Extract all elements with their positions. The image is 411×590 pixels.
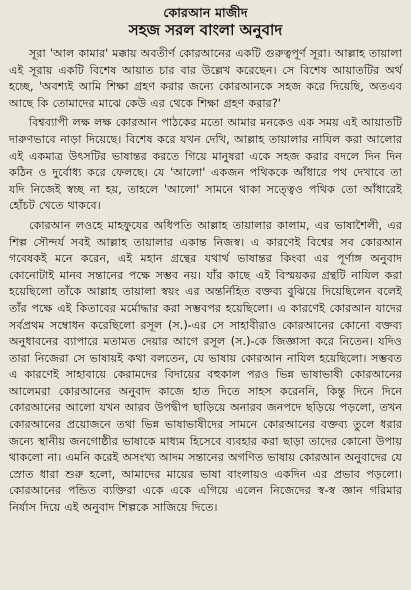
paragraph-2: বিশ্বব্যাপী লক্ষ লক্ষ কোরআন পাঠকের মতো আমার মনকেও এক সময় এই আয়াতটি দারুণভাবে নাড়া দিয়েছে। বিশেষ করে যখন দেখি, আল্লাহ তায়ালার নাযিল করা আলোর এই একমাত্র উৎসটির ভাষান্তর করতে গিয়ে মানুষরা একে সহজ করার বদলে দিন দিন কঠিন ও দুর্বোধ্য করে ফেলছে। যে 'আলো' একজন পথিককে আঁধারে পথ দেখাবে তা যদি নিজেই স্বচ্ছ না হয়, তাহলে 'আলো' সামনে থাকা সত্ত্বেও পথিক তো আঁধারেই হোঁচট খেতে থাকবে। xyxy=(9,116,402,213)
document-subtitle: কোরআন মাজীদ xyxy=(163,5,248,20)
document-title: সহজ সরল বাংলা অনুবাদ xyxy=(128,21,283,39)
paragraph-1: সূরা 'আল কামার' মক্কায় অবতীর্ণ কোরআনের একটি গুরুত্বপূর্ণ সূরা। আল্লাহ তায়ালা এই সূরায় একটি বিশেষ আয়াত চার বার উল্লেখ করেছেন। সে বিশেষ আয়াতটির অর্থ হচ্ছে, 'অবশ্যই আমি শিক্ষা গ্রহণ করার জন্যে কোরআনকে সহজ করে দিয়েছি, অতএব আছে কি তোমাদের মাঝে কেউ এর থেকে শিক্ষা গ্রহণ করার?' xyxy=(9,47,402,110)
document-body xyxy=(9,46,402,517)
document-header xyxy=(9,5,402,40)
paragraph-3: কোরআন লওহে মাহফুযের অধিপতি আল্লাহ তায়ালার কালাম, এর ভাষাশৈলী, এর শিল্প সৌন্দর্য সবই আল্লাহ তায়ালার একান্ত নিজস্ব। এ কারণেই বিশ্বের সব কোরআন গবেষকই মনে করেন, এই মহান গ্রন্থের যথার্থ ভাষান্তর কিংবা এর পূর্ণাঙ্গ অনুবাদ কোনোটাই মানব সন্তানের পক্ষে সম্ভব নয়। যাঁর কাছে এই বিস্ময়কর গ্রন্থটি নাযিল করা হয়েছিলো তাঁকে আল্লাহ তায়ালা স্বয়ং এর অন্তর্নিহিত বক্তব্য বুঝিয়ে দিয়েছিলেন বলেই তাঁর পক্ষে এই কিতাবের মর্মোদ্ধার করা সম্ভবপর হয়েছিলো। এ কারণেই কোরআন যাদের সর্বপ্রথম সম্বোধন করেছিলো রসূল (স.)-এর সে সাহাবীরাও কোরআনের কোনো বক্তব্য অনুধাবনের ব্যাপারে মতামত দেয়ার আগে রসূল (স.)-কে জিজ্ঞাসা করে নিতেন। যদিও তারা নিজেরা সে ভাষায়ই কথা বলতেন, যে ভাষায় কোরআন নাযিল হয়েছিলো। সম্ভবত এ কারণেই সাহাবায়ে কেরামদের বিদায়ের বহুকাল পরও ভিন্ন ভাষাভাষী কোরআনের আলেমরা কোরআনের অনুবাদ কাজে হাত দিতে সাহস করেননি, কিন্তু দিনে দিনে কোরআনের আলো যখন আরব উপদ্বীপ ছাড়িয়ে অনারব জনপদে ছড়িয়ে পড়লো, তখন কোরআনের প্রয়োজনে তথা ভিন্ন ভাষাভাষীদের সামনে কোরআনের বক্তব্য তুলে ধরার জন্যে স্থানীয় জনগোষ্ঠীর ভাষাকে মাধ্যম হিসেবে ব্যবহার করা ছাড়া তাদের কোনো উপায় থাকলো না। এমনি করেই অসংখ্য আদম সন্তানের অগণিত ভাষায় কোরআন অনুবাদের যে স্রোত ধারা শুরু হলো, আমাদের মায়ের ভাষা বাংলায়ও একদিন এর প্রভাব পড়লো। কোরআনের পন্ডিত ব্যক্তিরা একে একে এগিয়ে এলেন নিজেদের স্ব-স্ব জ্ঞান গরিমার নির্যাস দিয়ে এই অনুবাদ শিল্পকে সাজিয়ে দিতে। xyxy=(9,218,402,515)
